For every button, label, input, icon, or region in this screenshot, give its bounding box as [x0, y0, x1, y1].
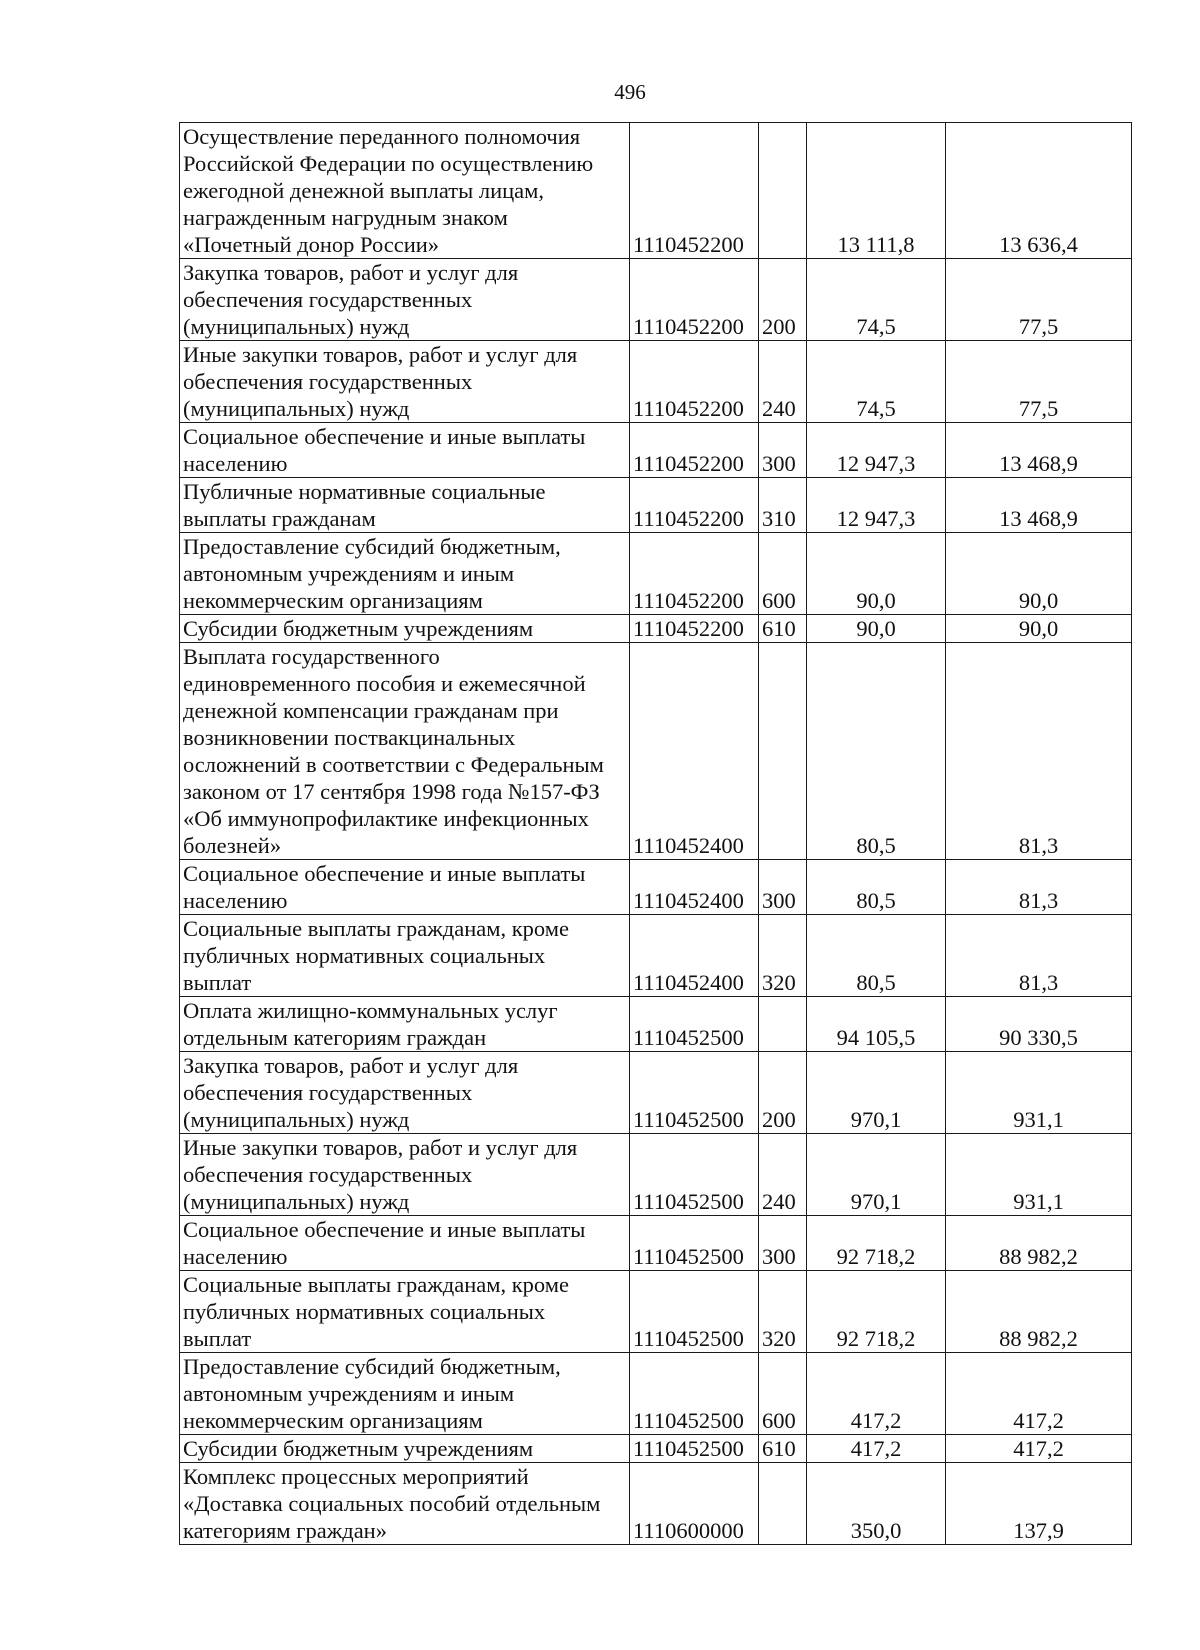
- expense-name-cell: [180, 1134, 630, 1216]
- expense-type-code-cell: 240: [759, 1134, 807, 1216]
- expense-type-code-cell: 610: [759, 1435, 807, 1463]
- expense-type-code-cell: 610: [759, 615, 807, 643]
- target-article-code-cell: 1110452500: [630, 1435, 759, 1463]
- expense-type-code-cell: 310: [759, 478, 807, 533]
- expense-name-cell: [180, 860, 630, 915]
- expense-name-line: Иные закупки товаров, работ и услуг для: [183, 342, 578, 367]
- expense-name-line: выплаты гражданам: [183, 506, 376, 531]
- expense-name-line: Социальное обеспечение и иные выплаты: [183, 861, 586, 886]
- table-row: [180, 1134, 1132, 1216]
- expense-name-cell: [180, 123, 630, 259]
- table-row: [180, 860, 1132, 915]
- expense-name-line: обеспечения государственных: [183, 1080, 473, 1105]
- amount-year-1-cell: 92 718,2: [807, 1216, 946, 1271]
- amount-year-1-cell: 74,5: [807, 259, 946, 341]
- amount-year-2-cell: 13 468,9: [946, 423, 1132, 478]
- table-row: [180, 1216, 1132, 1271]
- amount-year-2-cell: 81,3: [946, 643, 1132, 860]
- amount-year-1-cell: 94 105,5: [807, 997, 946, 1052]
- expense-name-cell: [180, 478, 630, 533]
- expense-type-code-cell: 300: [759, 860, 807, 915]
- expense-type-code-cell: 300: [759, 423, 807, 478]
- amount-year-2-cell: 13 636,4: [946, 123, 1132, 259]
- table-row: [180, 1435, 1132, 1463]
- expense-name-line: населению: [183, 1244, 288, 1269]
- expense-name-cell: [180, 1353, 630, 1435]
- expense-name-line: отдельным категориям граждан: [183, 1025, 487, 1050]
- expense-name-line: (муниципальных) нужд: [183, 1189, 410, 1214]
- expense-name-cell: [180, 423, 630, 478]
- expense-name-line: осложнений в соответствии с Федеральным: [183, 752, 604, 777]
- target-article-code-cell: 1110452500: [630, 1134, 759, 1216]
- target-article-code-cell: 1110452200: [630, 615, 759, 643]
- expense-name-cell: [180, 643, 630, 860]
- expense-name-line: публичных нормативных социальных: [183, 943, 546, 968]
- amount-year-2-cell: 417,2: [946, 1353, 1132, 1435]
- target-article-code-cell: 1110452500: [630, 997, 759, 1052]
- expense-name-cell: [180, 615, 630, 643]
- expense-type-code-cell: 600: [759, 533, 807, 615]
- expense-name-line: «Почетный донор России»: [183, 232, 440, 257]
- table-row: [180, 643, 1132, 860]
- table-row: [180, 1052, 1132, 1134]
- expense-name-line: населению: [183, 888, 288, 913]
- expense-name-line: категориям граждан»: [183, 1518, 387, 1543]
- expense-name-line: награжденным нагрудным знаком: [183, 205, 508, 230]
- expense-name-line: Предоставление субсидий бюджетным,: [183, 1354, 561, 1379]
- target-article-code-cell: 1110452500: [630, 1271, 759, 1353]
- expense-name-cell: [180, 341, 630, 423]
- expense-name-line: некоммерческим организациям: [183, 588, 483, 613]
- expense-name-line: некоммерческим организациям: [183, 1408, 483, 1433]
- table-row: [180, 1463, 1132, 1545]
- amount-year-1-cell: 417,2: [807, 1353, 946, 1435]
- expense-name-line: Иные закупки товаров, работ и услуг для: [183, 1135, 578, 1160]
- expense-name-line: «Доставка социальных пособий отдельным: [183, 1491, 601, 1516]
- target-article-code-cell: 1110452200: [630, 478, 759, 533]
- table-row: [180, 478, 1132, 533]
- expense-name-line: денежной компенсации гражданам при: [183, 698, 559, 723]
- expense-type-code-cell: [759, 643, 807, 860]
- expense-name-cell: [180, 997, 630, 1052]
- expense-name-line: обеспечения государственных: [183, 1162, 473, 1187]
- page-number: 496: [614, 80, 646, 104]
- expense-type-code-cell: 200: [759, 1052, 807, 1134]
- amount-year-2-cell: 90 330,5: [946, 997, 1132, 1052]
- expense-name-line: автономным учреждениям и иным: [183, 1381, 515, 1406]
- expense-name-line: законом от 17 сентября 1998 года №157-ФЗ: [183, 779, 600, 804]
- expense-type-code-cell: [759, 123, 807, 259]
- expense-name-line: Предоставление субсидий бюджетным,: [183, 534, 561, 559]
- budget-table: [179, 122, 1132, 1545]
- target-article-code-cell: 1110452400: [630, 643, 759, 860]
- amount-year-1-cell: 90,0: [807, 533, 946, 615]
- target-article-code-cell: 1110452200: [630, 533, 759, 615]
- amount-year-2-cell: 77,5: [946, 341, 1132, 423]
- target-article-code-cell: 1110452200: [630, 259, 759, 341]
- expense-name-line: Субсидии бюджетным учреждениям: [183, 1436, 534, 1461]
- amount-year-2-cell: 77,5: [946, 259, 1132, 341]
- expense-name-line: выплат: [183, 970, 252, 995]
- expense-name-cell: [180, 1435, 630, 1463]
- expense-name-line: болезней»: [183, 833, 282, 858]
- expense-name-line: автономным учреждениям и иным: [183, 561, 515, 586]
- amount-year-2-cell: 90,0: [946, 533, 1132, 615]
- amount-year-1-cell: 92 718,2: [807, 1271, 946, 1353]
- expense-name-line: ежегодной денежной выплаты лицам,: [183, 178, 545, 203]
- target-article-code-cell: 1110452400: [630, 915, 759, 997]
- expense-name-cell: [180, 915, 630, 997]
- expense-name-line: публичных нормативных социальных: [183, 1299, 546, 1324]
- expense-type-code-cell: 600: [759, 1353, 807, 1435]
- amount-year-1-cell: 80,5: [807, 915, 946, 997]
- amount-year-2-cell: 931,1: [946, 1134, 1132, 1216]
- expense-name-line: Выплата государственного: [183, 644, 440, 669]
- expense-name-cell: [180, 1216, 630, 1271]
- target-article-code-cell: 1110452200: [630, 423, 759, 478]
- expense-type-code-cell: 320: [759, 1271, 807, 1353]
- amount-year-2-cell: 81,3: [946, 860, 1132, 915]
- target-article-code-cell: 1110452200: [630, 341, 759, 423]
- expense-type-code-cell: 240: [759, 341, 807, 423]
- expense-name-line: «Об иммунопрофилактике инфекционных: [183, 806, 589, 831]
- expense-name-cell: [180, 1052, 630, 1134]
- expense-name-line: (муниципальных) нужд: [183, 396, 410, 421]
- expense-name-line: Публичные нормативные социальные: [183, 479, 546, 504]
- target-article-code-cell: 1110452200: [630, 123, 759, 259]
- expense-name-line: Комплекс процессных мероприятий: [183, 1464, 529, 1489]
- table-row: [180, 997, 1132, 1052]
- budget-table-body: [180, 123, 1132, 1545]
- expense-name-line: (муниципальных) нужд: [183, 1107, 410, 1132]
- table-row: [180, 341, 1132, 423]
- amount-year-2-cell: 137,9: [946, 1463, 1132, 1545]
- expense-name-line: Оплата жилищно-коммунальных услуг: [183, 998, 558, 1023]
- expense-name-line: обеспечения государственных: [183, 287, 473, 312]
- target-article-code-cell: 1110452500: [630, 1052, 759, 1134]
- amount-year-1-cell: 12 947,3: [807, 423, 946, 478]
- expense-name-line: Социальное обеспечение и иные выплаты: [183, 1217, 586, 1242]
- amount-year-2-cell: 931,1: [946, 1052, 1132, 1134]
- target-article-code-cell: 1110452400: [630, 860, 759, 915]
- amount-year-2-cell: 13 468,9: [946, 478, 1132, 533]
- expense-name-line: единовременного пособия и ежемесячной: [183, 671, 586, 696]
- amount-year-1-cell: 13 111,8: [807, 123, 946, 259]
- amount-year-2-cell: 88 982,2: [946, 1216, 1132, 1271]
- table-row: [180, 915, 1132, 997]
- table-row: [180, 1353, 1132, 1435]
- table-row: [180, 123, 1132, 259]
- expense-name-line: населению: [183, 451, 288, 476]
- expense-name-line: выплат: [183, 1326, 252, 1351]
- target-article-code-cell: 1110452500: [630, 1216, 759, 1271]
- amount-year-2-cell: 88 982,2: [946, 1271, 1132, 1353]
- table-row: [180, 533, 1132, 615]
- amount-year-2-cell: 90,0: [946, 615, 1132, 643]
- expense-name-line: возникновении поствакцинальных: [183, 725, 516, 750]
- expense-type-code-cell: 300: [759, 1216, 807, 1271]
- expense-name-line: обеспечения государственных: [183, 369, 473, 394]
- amount-year-2-cell: 417,2: [946, 1435, 1132, 1463]
- amount-year-1-cell: 80,5: [807, 860, 946, 915]
- expense-name-cell: [180, 533, 630, 615]
- expense-type-code-cell: 320: [759, 915, 807, 997]
- expense-name-line: Осуществление переданного полномочия: [183, 124, 581, 149]
- expense-name-cell: [180, 1271, 630, 1353]
- target-article-code-cell: 1110600000: [630, 1463, 759, 1545]
- expense-type-code-cell: [759, 997, 807, 1052]
- amount-year-1-cell: 90,0: [807, 615, 946, 643]
- amount-year-1-cell: 970,1: [807, 1052, 946, 1134]
- amount-year-2-cell: 81,3: [946, 915, 1132, 997]
- expense-name-line: Закупка товаров, работ и услуг для: [183, 1053, 519, 1078]
- expense-type-code-cell: [759, 1463, 807, 1545]
- amount-year-1-cell: 74,5: [807, 341, 946, 423]
- expense-name-cell: [180, 259, 630, 341]
- expense-name-line: Российской Федерации по осуществлению: [183, 151, 594, 176]
- amount-year-1-cell: 970,1: [807, 1134, 946, 1216]
- expense-name-line: (муниципальных) нужд: [183, 314, 410, 339]
- expense-name-line: Социальное обеспечение и иные выплаты: [183, 424, 586, 449]
- expense-name-line: Социальные выплаты гражданам, кроме: [183, 1272, 569, 1297]
- table-row: [180, 423, 1132, 478]
- expense-name-line: Социальные выплаты гражданам, кроме: [183, 916, 569, 941]
- amount-year-1-cell: 80,5: [807, 643, 946, 860]
- expense-name-line: Закупка товаров, работ и услуг для: [183, 260, 519, 285]
- target-article-code-cell: 1110452500: [630, 1353, 759, 1435]
- table-row: [180, 259, 1132, 341]
- table-row: [180, 1271, 1132, 1353]
- expense-name-line: Субсидии бюджетным учреждениям: [183, 616, 534, 641]
- amount-year-1-cell: 350,0: [807, 1463, 946, 1545]
- expense-name-cell: [180, 1463, 630, 1545]
- amount-year-1-cell: 12 947,3: [807, 478, 946, 533]
- amount-year-1-cell: 417,2: [807, 1435, 946, 1463]
- table-row: [180, 615, 1132, 643]
- expense-type-code-cell: 200: [759, 259, 807, 341]
